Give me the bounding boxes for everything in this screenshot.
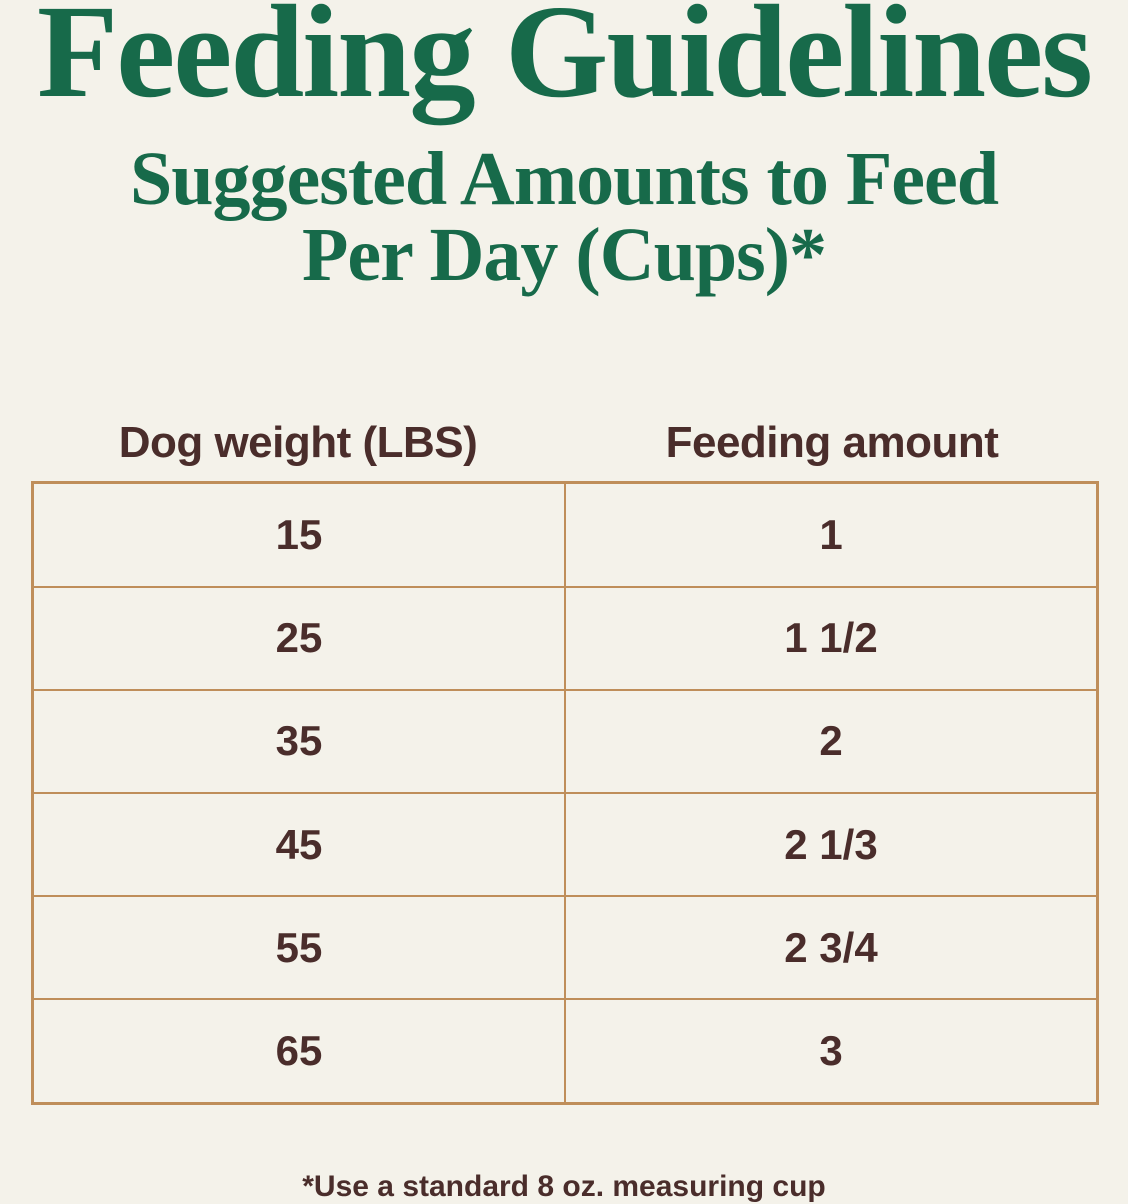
dog-weight-cell: 25 [33,587,566,690]
feeding-amount-cell: 2 3/4 [565,896,1098,999]
feeding-amount-cell: 2 [565,690,1098,793]
page-title: Feeding Guidelines [37,0,1091,125]
table-row [33,690,1098,793]
feeding-amount-cell: 1 [565,483,1098,587]
table-row [33,483,1098,587]
feeding-table [31,481,1099,1105]
dog-weight-cell: 55 [33,896,566,999]
feeding-amount-cell: 2 1/3 [565,793,1098,896]
dog-weight-cell: 35 [33,690,566,793]
table-row [33,587,1098,690]
feeding-amount-cell: 3 [565,999,1098,1103]
footnote: *Use a standard 8 oz. measuring cup [302,1170,826,1203]
table-row [33,999,1098,1103]
dog-weight-cell: 65 [33,999,566,1103]
table-row [33,793,1098,896]
dog-weight-cell: 15 [33,483,566,587]
subtitle-line-1: Suggested Amounts to Feed [129,137,999,221]
dog-weight-cell: 45 [33,793,566,896]
table-column-headers [31,419,1099,467]
column-header-feeding-amount: Feeding amount [665,418,999,467]
column-header-dog-weight: Dog weight (LBS) [118,418,478,467]
table-row [33,896,1098,999]
page-subtitle [0,137,1128,297]
feeding-amount-cell: 1 1/2 [565,587,1098,690]
subtitle-line-2: Per Day (Cups)* [301,213,826,297]
feeding-table-body [33,483,1098,1104]
